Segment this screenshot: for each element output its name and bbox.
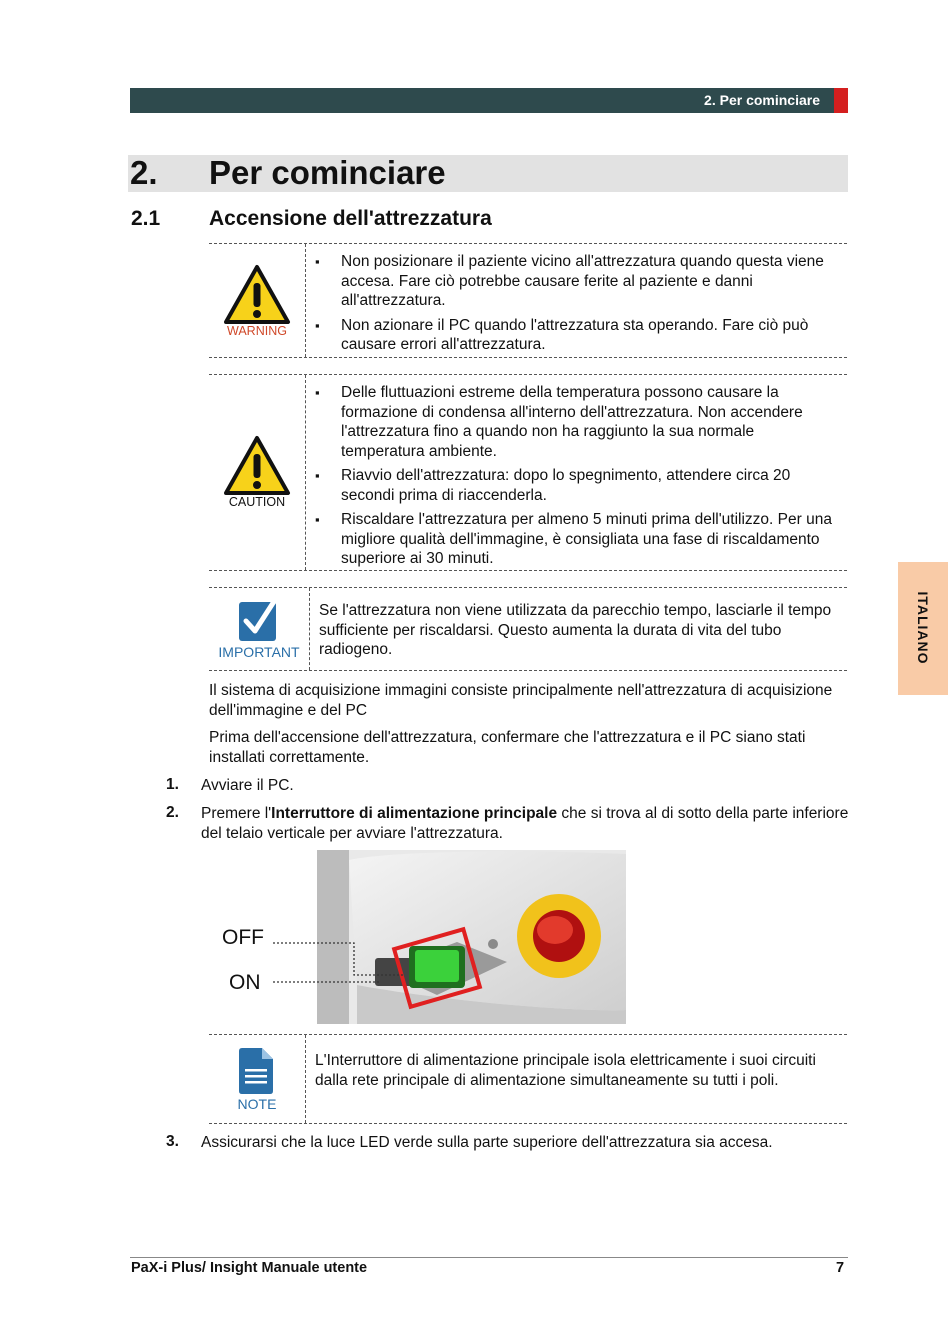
on-label: ON	[229, 971, 261, 994]
note-box	[209, 1034, 847, 1124]
checkmark-icon	[238, 599, 278, 643]
important-box	[209, 587, 847, 671]
header-accent-mark	[834, 88, 848, 113]
language-tab	[898, 562, 948, 695]
warning-item: ▪ Non posizionare il paziente vicino all'attrezzatura quando questa viene accesa. Fare ciò potrebbe causare ferite al paziente e danni all'attrezzatura.	[315, 252, 839, 311]
important-label: IMPORTANT	[218, 644, 300, 660]
footer-rule	[130, 1257, 848, 1258]
section-number: 2.1	[131, 207, 161, 230]
footer-title: PaX-i Plus/ Insight Manuale utente	[131, 1260, 368, 1276]
note-label: NOTE	[237, 1096, 277, 1112]
step-text-post: che si trova al di sotto della parte inferiore del telaio verticale per avviare l'attrezzatura.	[201, 805, 849, 842]
caution-item: ▪ Delle fluttuazioni estreme della temperatura possono causare la formazione di condensa all'interno dell'attrezzatura. Non accendere l'attrezzatura fino a quando non ha raggiunto la sua normale temperatura ambiente.	[315, 383, 839, 461]
important-text: Se l'attrezzatura non viene utilizzata da parecchio tempo, lasciarle il tempo sufficiente per riscaldarsi. Questo aumenta la durata di vita del tubo radiogeno.	[319, 602, 832, 658]
document-icon	[237, 1047, 275, 1095]
warning-label: WARNING	[227, 324, 287, 338]
important-icon-cell	[209, 588, 310, 670]
caution-item: ▪ Riscaldare l'attrezzatura per almeno 5 minuti prima dell'utilizzo. Per una migliore qualità dell'immagine, è consigliata una fase di riscaldamento superiore ai 30 minuti.	[315, 510, 839, 569]
step-number: 3.	[166, 1133, 179, 1150]
warning-box	[209, 243, 847, 358]
warning-item: ▪ Non azionare il PC quando l'attrezzatura sta operando. Fare ciò può causare errori all'attrezzatura.	[315, 316, 839, 355]
switch-leader-lines	[270, 935, 420, 990]
section-title: Accensione dell'attrezzatura	[209, 207, 492, 230]
step-number: 1.	[166, 776, 179, 793]
page-number: 7	[836, 1260, 845, 1276]
body-paragraph: Il sistema di acquisizione immagini consiste principalmente nell'attrezzatura di acquisizione dell'immagine e del PC	[209, 682, 833, 719]
caution-label: CAUTION	[228, 495, 286, 509]
language-tab-label: ITALIANO	[915, 591, 931, 665]
power-switch-term: Interruttore di alimentazione principale	[271, 805, 558, 822]
step-text: Assicurarsi che la luce LED verde sulla parte superiore dell'attrezzatura sia accesa.	[201, 1134, 773, 1151]
off-label: OFF	[222, 926, 264, 949]
step-text-pre: Premere l'	[201, 805, 272, 822]
note-text: L'Interruttore di alimentazione principale isola elettricamente i suoi circuiti dalla rete principale di alimentazione simultaneamente su tutti i poli.	[315, 1052, 816, 1089]
running-header-title: 2. Per cominciare	[704, 92, 820, 108]
running-header-bar	[130, 88, 848, 113]
step-number: 2.	[166, 804, 179, 821]
caution-icon-cell	[209, 375, 306, 570]
step-text: Avviare il PC.	[201, 777, 294, 794]
warning-list	[315, 252, 839, 355]
body-paragraph: Prima dell'accensione dell'attrezzatura, confermare che l'attrezzatura e il PC siano stati installati correttamente.	[209, 729, 806, 766]
caution-list	[315, 383, 839, 569]
warning-icon-cell	[209, 244, 306, 357]
step-text	[201, 804, 849, 843]
chapter-number: 2.	[130, 154, 158, 191]
caution-item: ▪ Riavvio dell'attrezzatura: dopo lo spegnimento, attendere circa 20 secondi prima di riaccenderla.	[315, 466, 839, 505]
chapter-title: Per cominciare	[209, 154, 446, 191]
caution-triangle-icon	[223, 435, 291, 497]
caution-box	[209, 374, 847, 571]
note-icon-cell	[209, 1035, 306, 1123]
warning-triangle-icon	[223, 264, 291, 326]
